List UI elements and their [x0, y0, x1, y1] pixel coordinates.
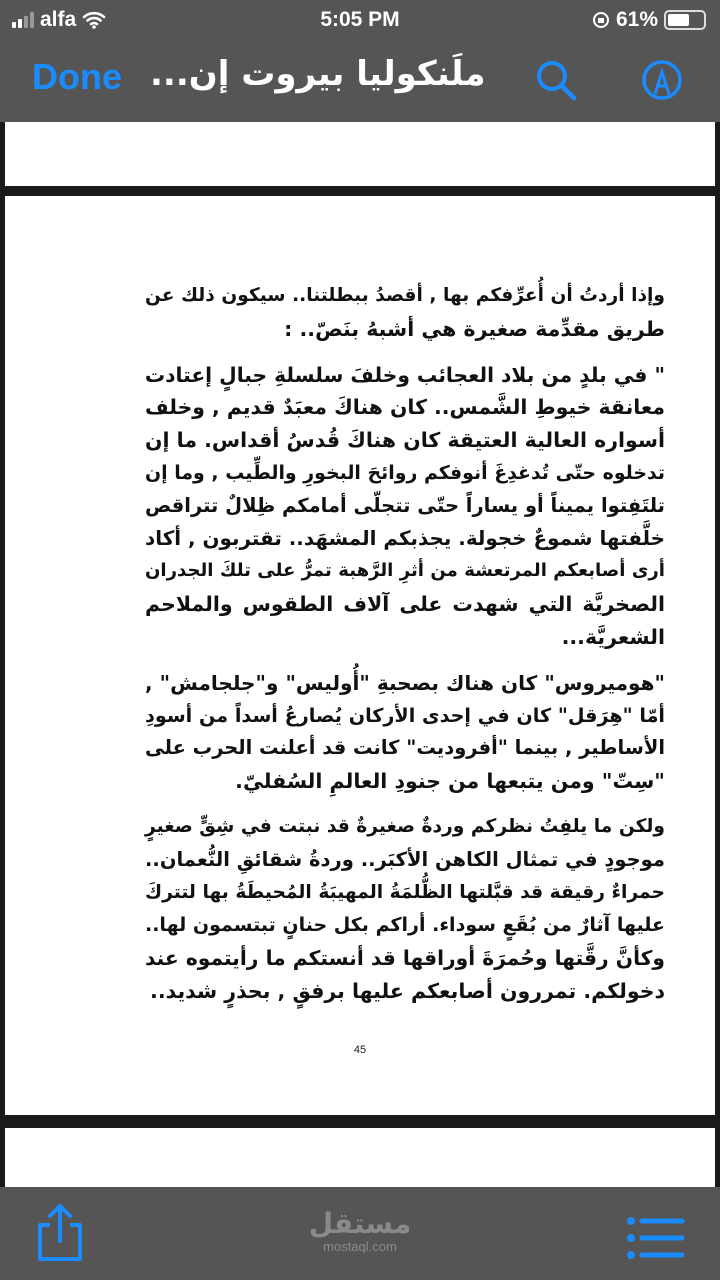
document-title: ملَنكوليا بيروت إن...	[150, 54, 486, 94]
text-line: خلَّفتها شموعٌ خجولة. يجذبكم المشهَد.. تقتربون , أكاد	[145, 526, 665, 550]
text-line: عليها آثارٌ من بُقَعٍ سوداء. أراكم بكل حنانٍ تبتسمون لها..	[145, 914, 665, 937]
watermark	[0, 1209, 720, 1254]
pdf-page-current	[5, 196, 715, 1115]
paragraph	[145, 811, 665, 1008]
text-line: أرى أصابعكم المرتعشة من أثرِ الرَّهبة تمرُّ على تلكَ الجدران	[145, 560, 665, 582]
text-line: تدخلوه حتّى تُدغدِغَ أنوفكم روائحَ البخورِ والطِّيب , وما إن	[145, 461, 665, 484]
battery-percent: 61%	[615, 8, 658, 31]
paragraph	[145, 359, 665, 654]
page-number: 45	[353, 1044, 367, 1056]
carrier-name: alfa	[40, 8, 77, 31]
text-line: الأساطير , بينما "أفروديت" كانت قد أعلنت الحرب على	[145, 736, 665, 760]
navigation-bar	[0, 40, 720, 122]
page-text	[145, 280, 665, 1021]
text-line: وإذا أردتُ أن أُعرِّفكم بها , أقصدُ ببطلتنا.. سيكون ذلك عن	[145, 285, 665, 306]
status-bar	[0, 0, 720, 40]
text-line: وكأنَّ رقَّتها وحُمرَةَ أوراقها قد أنستكم ما رأيتموه عند	[145, 946, 665, 971]
text-line: " في بلدٍ من بلاد العجائب وخلفَ سلسلةِ جبالٍ إعتادت	[144, 362, 665, 387]
pdf-page-next	[5, 1128, 715, 1187]
text-line: طريق مقدِّمة صغيرة هي أشبهُ بنَصّ.. :	[284, 316, 665, 341]
text-line: تلتَفِتوا يميناً أو يساراً حتّى تتجلّى أمامكم ظِلالٌ تتراقص	[145, 493, 665, 517]
done-button[interactable]: Done	[32, 56, 122, 97]
text-line: "سِتّ" ومن يتبعها من جنودِ العالمِ السُفليّ.	[235, 769, 665, 794]
clock: 5:05 PM	[320, 8, 400, 31]
text-line: أمّا "هِرَقل" كان في إحدى الأركان يُصارعُ أسداً من أسودِ	[145, 703, 665, 727]
bottom-toolbar	[0, 1187, 720, 1280]
paragraph	[145, 667, 665, 798]
text-line: دخولكم. تمررون أصابعكم عليها برفقٍ , بحذرٍ شديد..	[150, 978, 665, 1003]
text-line: أسواره العالية العتيقة كان هناكَ قُدسُ أقداس. ما إن	[145, 428, 665, 453]
text-line: موجودٍ في تمثال الكاهن الأكبَر.. وردةُ شقائقِ النُّعمان..	[145, 847, 665, 871]
text-line: الصخريَّة التي شهدت على آلاف الطقوس والملاحم	[145, 592, 665, 617]
search-icon[interactable]	[534, 58, 578, 102]
orientation-lock-icon	[592, 11, 610, 29]
text-line: ولكن ما يلفِتُ نظركم وردةٌ صغيرةٌ قد نبتت في شِقٍّ صغيرٍ	[145, 815, 665, 837]
battery-icon	[664, 10, 706, 30]
markup-pen-icon[interactable]	[640, 58, 684, 102]
watermark-arabic: مستقل	[308, 1207, 412, 1240]
text-line: الشعريَّة...	[561, 624, 665, 649]
paragraph	[145, 280, 665, 346]
text-line: "هوميروس" كان هناك بصحبةِ "أُوليس" و"جلجامش" ,	[145, 670, 665, 695]
text-line: حمراءٌ رقيقة قد قبَّلتها الظُّلمَةُ المهيبَةُ المُحيطَةُ بها لتتركَ	[145, 881, 665, 903]
pdf-page-previous	[5, 122, 715, 186]
list-icon[interactable]	[626, 1217, 686, 1259]
watermark-url: mostaql.com	[323, 1239, 397, 1254]
text-line: معانقة خيوطِ الشَّمس.. كان هناكَ معبَدٌ قديم , وخلف	[145, 395, 665, 420]
